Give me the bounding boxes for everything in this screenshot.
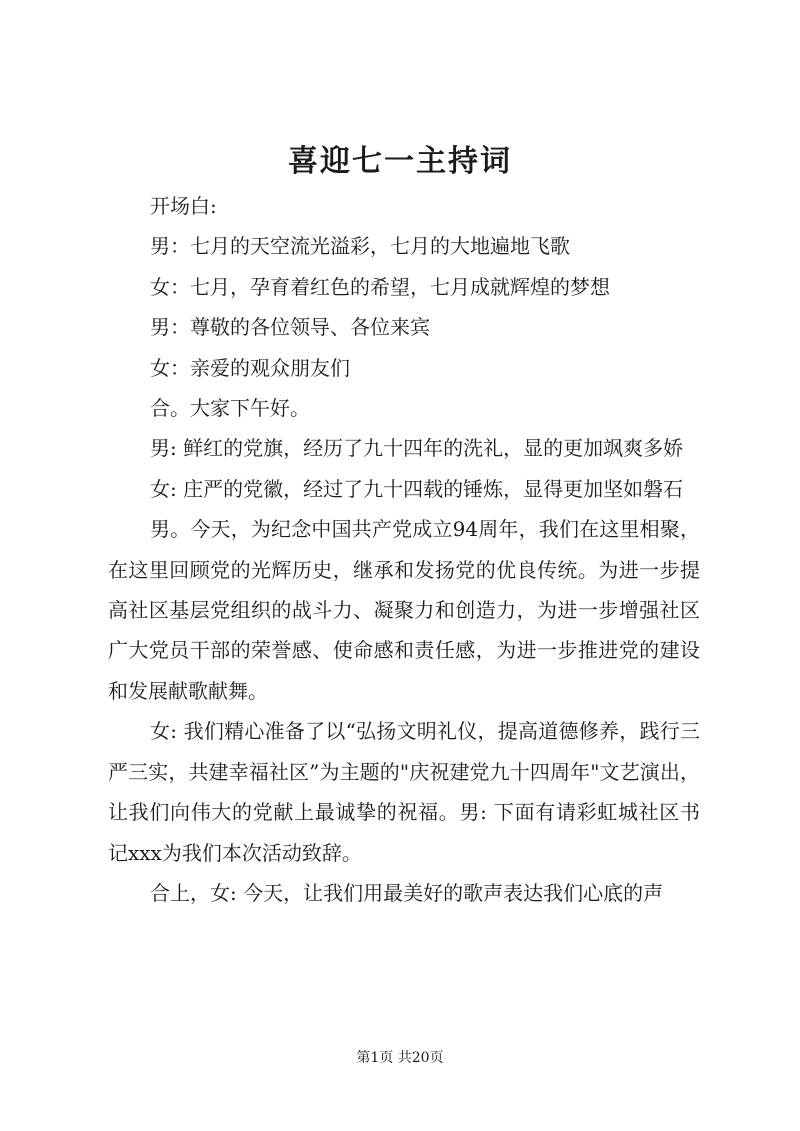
paragraph: 合上，女: 今天，让我们用最美好的歌声表达我们心底的声 xyxy=(150,880,664,905)
paragraph: 男: 鲜红的党旗，经历了九十四年的洗礼，显的更加飒爽多娇 xyxy=(150,436,684,461)
paragraph: 男：七月的天空流光溢彩，七月的大地遍地飞歌 xyxy=(150,234,570,259)
paragraph: 男。今天，为纪念中国共产党成立94周年，我们在这里相聚，在这里回顾党的光辉历史，继承和发扬党的优良传统。为进一步提高社区基层党组织的战斗力、凝聚力和创造力，为进一步增强社区广大党员干部的荣誉感、使命感和责任感，为进一步推进党的建设和发展献歌献舞。 xyxy=(108,517,700,703)
paragraph: 女: 我们精心准备了以“弘扬文明礼仪，提高道德修养，践行三严三实，共建幸福社区”为主题的"庆祝建党九十四周年"文艺演出，让我们向伟大的党献上最诚挚的祝福。男: 下面有请彩虹城社区书记xxx为我们本次活动致辞。 xyxy=(108,719,700,865)
paragraph: 女: 庄严的党徽，经过了九十四载的锤炼，显得更加坚如磐石 xyxy=(150,476,684,501)
paragraph: 女：七月，孕育着红色的希望，七月成就辉煌的梦想 xyxy=(150,274,610,299)
paragraph: 开场白: xyxy=(150,194,217,218)
paragraph: 合。大家下午好。 xyxy=(150,396,310,421)
paragraph: 男：尊敬的各位领导、各位来宾 xyxy=(150,315,430,340)
page-number-footer: 第1页 共20页 xyxy=(356,1050,444,1066)
paragraph: 女：亲爱的观众朋友们 xyxy=(150,355,350,380)
document-body xyxy=(108,186,700,913)
document-title: 喜迎七一主持词 xyxy=(288,144,512,179)
